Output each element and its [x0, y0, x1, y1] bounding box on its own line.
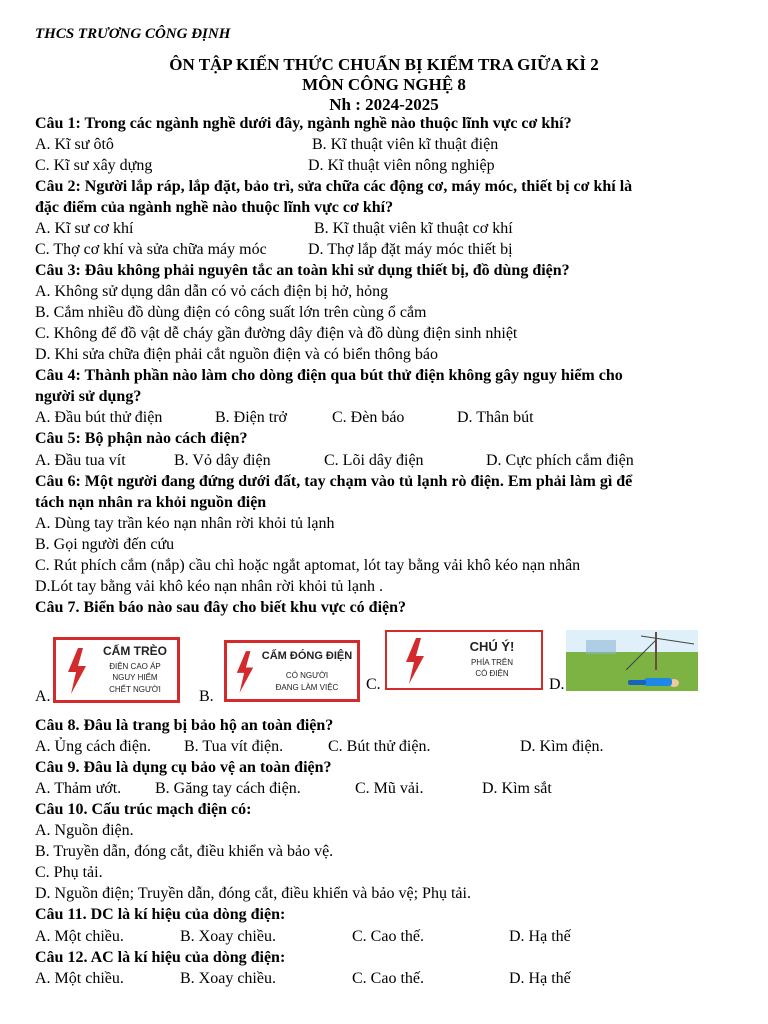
lightning-bolt-icon [66, 648, 88, 694]
question-3: Câu 3: Đâu không phải nguyên tắc an toàn khi sử dụng thiết bị, đồ dùng điện? [35, 262, 570, 279]
question-8-label: Câu 8 [35, 717, 76, 734]
question-2-line-2: đặc điểm của ngành nghề nào thuộc lĩnh vực cơ khí? [35, 199, 394, 216]
q4-option-b: B. Điện trở [215, 409, 288, 426]
question-11-label: Câu 11 [35, 906, 83, 923]
question-6-line-1: Câu 6: Một người đang đứng dưới đất, tay chạm vào tủ lạnh rò điện. Em phải làm gì để [35, 473, 633, 490]
q7-option-b: B. [199, 688, 214, 705]
q11-option-a: A. Một chiều. [35, 928, 124, 945]
q11-option-c: C. Cao thế. [352, 928, 424, 945]
fallen-person-image [566, 630, 698, 691]
q12-option-b: B. Xoay chiều. [180, 970, 276, 987]
sign-b-title: CẤM ĐÓNG ĐIỆN [261, 650, 353, 662]
q3-option-c: C. Không để đồ vật dễ cháy gần đường dây điện và đồ dùng điện sinh nhiệt [35, 325, 518, 342]
sign-a-title: CẤM TRÈO [103, 644, 167, 658]
q8-option-d: D. Kìm điện. [520, 738, 604, 755]
q8-option-b: B. Tua vít điện. [184, 738, 284, 755]
q5-option-d: D. Cực phích cắm điện [486, 452, 634, 469]
q7-option-d: D. [549, 676, 565, 693]
sign-c-line-1: PHÍA TRÊN [470, 658, 514, 667]
q1-option-d: D. Kĩ thuật viên nông nghiệp [308, 157, 495, 174]
q6-option-d: D.Lót tay bằng vải khô kéo nạn nhân rời khỏi tủ lạnh . [35, 578, 383, 595]
sign-b-line-2: ĐANG LÀM VIỆC [275, 683, 339, 692]
q8-option-c: C. Bút thử điện. [328, 738, 431, 755]
q10-option-d: D. Nguồn điện; Truyền dẫn, đóng cắt, điều khiển và bảo vệ; Phụ tải. [35, 885, 471, 902]
question-12-label: Câu 12 [35, 949, 84, 966]
question-6-line-2: tách nạn nhân ra khỏi nguồn điện [35, 494, 267, 511]
q9-option-b: B. Găng tay cách điện. [155, 780, 301, 797]
question-11-text: . DC là kí hiệu của dòng điện: [82, 906, 286, 923]
question-9 [35, 759, 332, 777]
subject-title: MÔN CÔNG NGHỆ 8 [302, 75, 466, 94]
sign-cam-dong-dien [224, 640, 360, 702]
q10-option-a: A. Nguồn điện. [35, 822, 134, 839]
q1-option-c: C. Kĩ sư xây dựng [35, 157, 153, 174]
q3-option-d: D. Khi sửa chữa điện phải cắt nguồn điện và có biển thông báo [35, 346, 439, 363]
question-2-line-1: Câu 2: Người lắp ráp, lắp đặt, bảo trì, sửa chữa các động cơ, máy móc, thiết bị cơ khí là [35, 178, 633, 195]
question-12-text: . AC là kí hiệu của dòng điện: [83, 949, 286, 966]
question-11 [35, 906, 285, 924]
q12-option-c: C. Cao thế. [352, 970, 424, 987]
q3-option-a: A. Không sử dụng dân dẫn có vỏ cách điện bị hở, hỏng [35, 283, 389, 300]
school-name: THCS TRƯƠNG CÔNG ĐỊNH [35, 26, 231, 42]
sign-c-line-2: CÓ ĐIỆN [475, 669, 509, 678]
q7-option-a: A. [35, 688, 51, 705]
q11-option-d: D. Hạ thế [509, 928, 571, 945]
question-1: Câu 1: Trong các ngành nghề dưới đây, ngành nghề nào thuộc lĩnh vực cơ khí? [35, 115, 572, 132]
lightning-bolt-icon [235, 650, 255, 694]
sign-a-line-3: CHẾT NGƯỜI [109, 685, 161, 694]
q10-option-c: C. Phụ tải. [35, 864, 103, 881]
question-12 [35, 949, 285, 967]
q9-option-c: C. Mũ vải. [355, 780, 424, 797]
q2-option-b: B. Kĩ thuật viên kĩ thuật cơ khí [314, 220, 513, 237]
q4-option-a: A. Đầu bút thử điện [35, 409, 163, 426]
question-9-label: Câu 9 [35, 759, 76, 776]
q5-option-b: B. Vỏ dây điện [174, 452, 271, 469]
q1-option-a: A. Kĩ sư ôtô [35, 136, 114, 153]
q6-option-c: C. Rút phích cắm (nắp) cầu chì hoặc ngắt aptomat, lót tay bằng vải khô kéo nạn nhân [35, 557, 581, 574]
school-year: Nh : 2024-2025 [329, 95, 439, 114]
q4-option-c: C. Đèn báo [332, 409, 405, 426]
sign-cam-treo [53, 637, 180, 703]
sign-b-line-1: CÓ NGƯỜI [285, 671, 329, 680]
q10-option-b: B. Truyền dẫn, đóng cắt, điều khiển và bảo vệ. [35, 843, 334, 860]
question-7 [35, 599, 406, 617]
sign-a-line-1: ĐIỆN CAO ÁP [109, 662, 161, 671]
q4-option-d: D. Thân bút [457, 409, 534, 426]
question-4-line-2: người sử dụng? [35, 388, 142, 405]
sign-c-title: CHÚ Ý! [469, 639, 515, 654]
q2-option-d: D. Thợ lắp đặt máy móc thiết bị [308, 241, 513, 258]
q3-option-b: B. Cắm nhiều đồ dùng điện có công suất lớn trên cùng ổ cắm [35, 304, 427, 321]
q2-option-c: C. Thợ cơ khí và sửa chữa máy móc [35, 241, 267, 258]
q6-option-b: B. Gọi người đến cứu [35, 536, 175, 553]
question-7-text: . Biển báo nào sau đây cho biết khu vực có điện? [75, 599, 407, 616]
q12-option-a: A. Một chiều. [35, 970, 124, 987]
q2-option-a: A. Kĩ sư cơ khí [35, 220, 134, 237]
sign-chu-y [385, 630, 543, 690]
q5-option-a: A. Đầu tua vít [35, 452, 126, 469]
question-8 [35, 717, 333, 735]
lightning-bolt-icon [403, 638, 427, 684]
question-8-text: . Đâu là trang bị bảo hộ an toàn điện? [75, 717, 334, 734]
question-4-line-1: Câu 4: Thành phần nào làm cho dòng điện qua bút thử điện không gây nguy hiểm cho [35, 367, 623, 384]
question-10-text: . Cấu trúc mạch điện có: [83, 801, 252, 818]
q1-option-b: B. Kĩ thuật viên kĩ thuật điện [312, 136, 499, 153]
q8-option-a: A. Ủng cách điện. [35, 738, 151, 755]
question-10 [35, 801, 251, 819]
question-10-label: Câu 10 [35, 801, 84, 818]
sign-a-line-2: NGUY HIỂM [112, 673, 158, 682]
q6-option-a: A. Dùng tay trần kéo nạn nhân rời khỏi tủ lạnh [35, 515, 335, 532]
question-9-text: . Đâu là dụng cụ bảo vệ an toàn điện? [75, 759, 332, 776]
q5-option-c: C. Lõi dây điện [324, 452, 424, 469]
question-5: Câu 5: Bộ phận nào cách điện? [35, 430, 248, 447]
q7-option-c: C. [366, 676, 381, 693]
q9-option-a: A. Thảm ướt. [35, 780, 122, 797]
q12-option-d: D. Hạ thế [509, 970, 571, 987]
q11-option-b: B. Xoay chiều. [180, 928, 276, 945]
q9-option-d: D. Kìm sắt [482, 780, 552, 797]
doc-title: ÔN TẬP KIẾN THỨC CHUẨN BỊ KIỂM TRA GIỮA KÌ 2 [169, 55, 599, 74]
question-7-label: Câu 7 [35, 599, 76, 616]
